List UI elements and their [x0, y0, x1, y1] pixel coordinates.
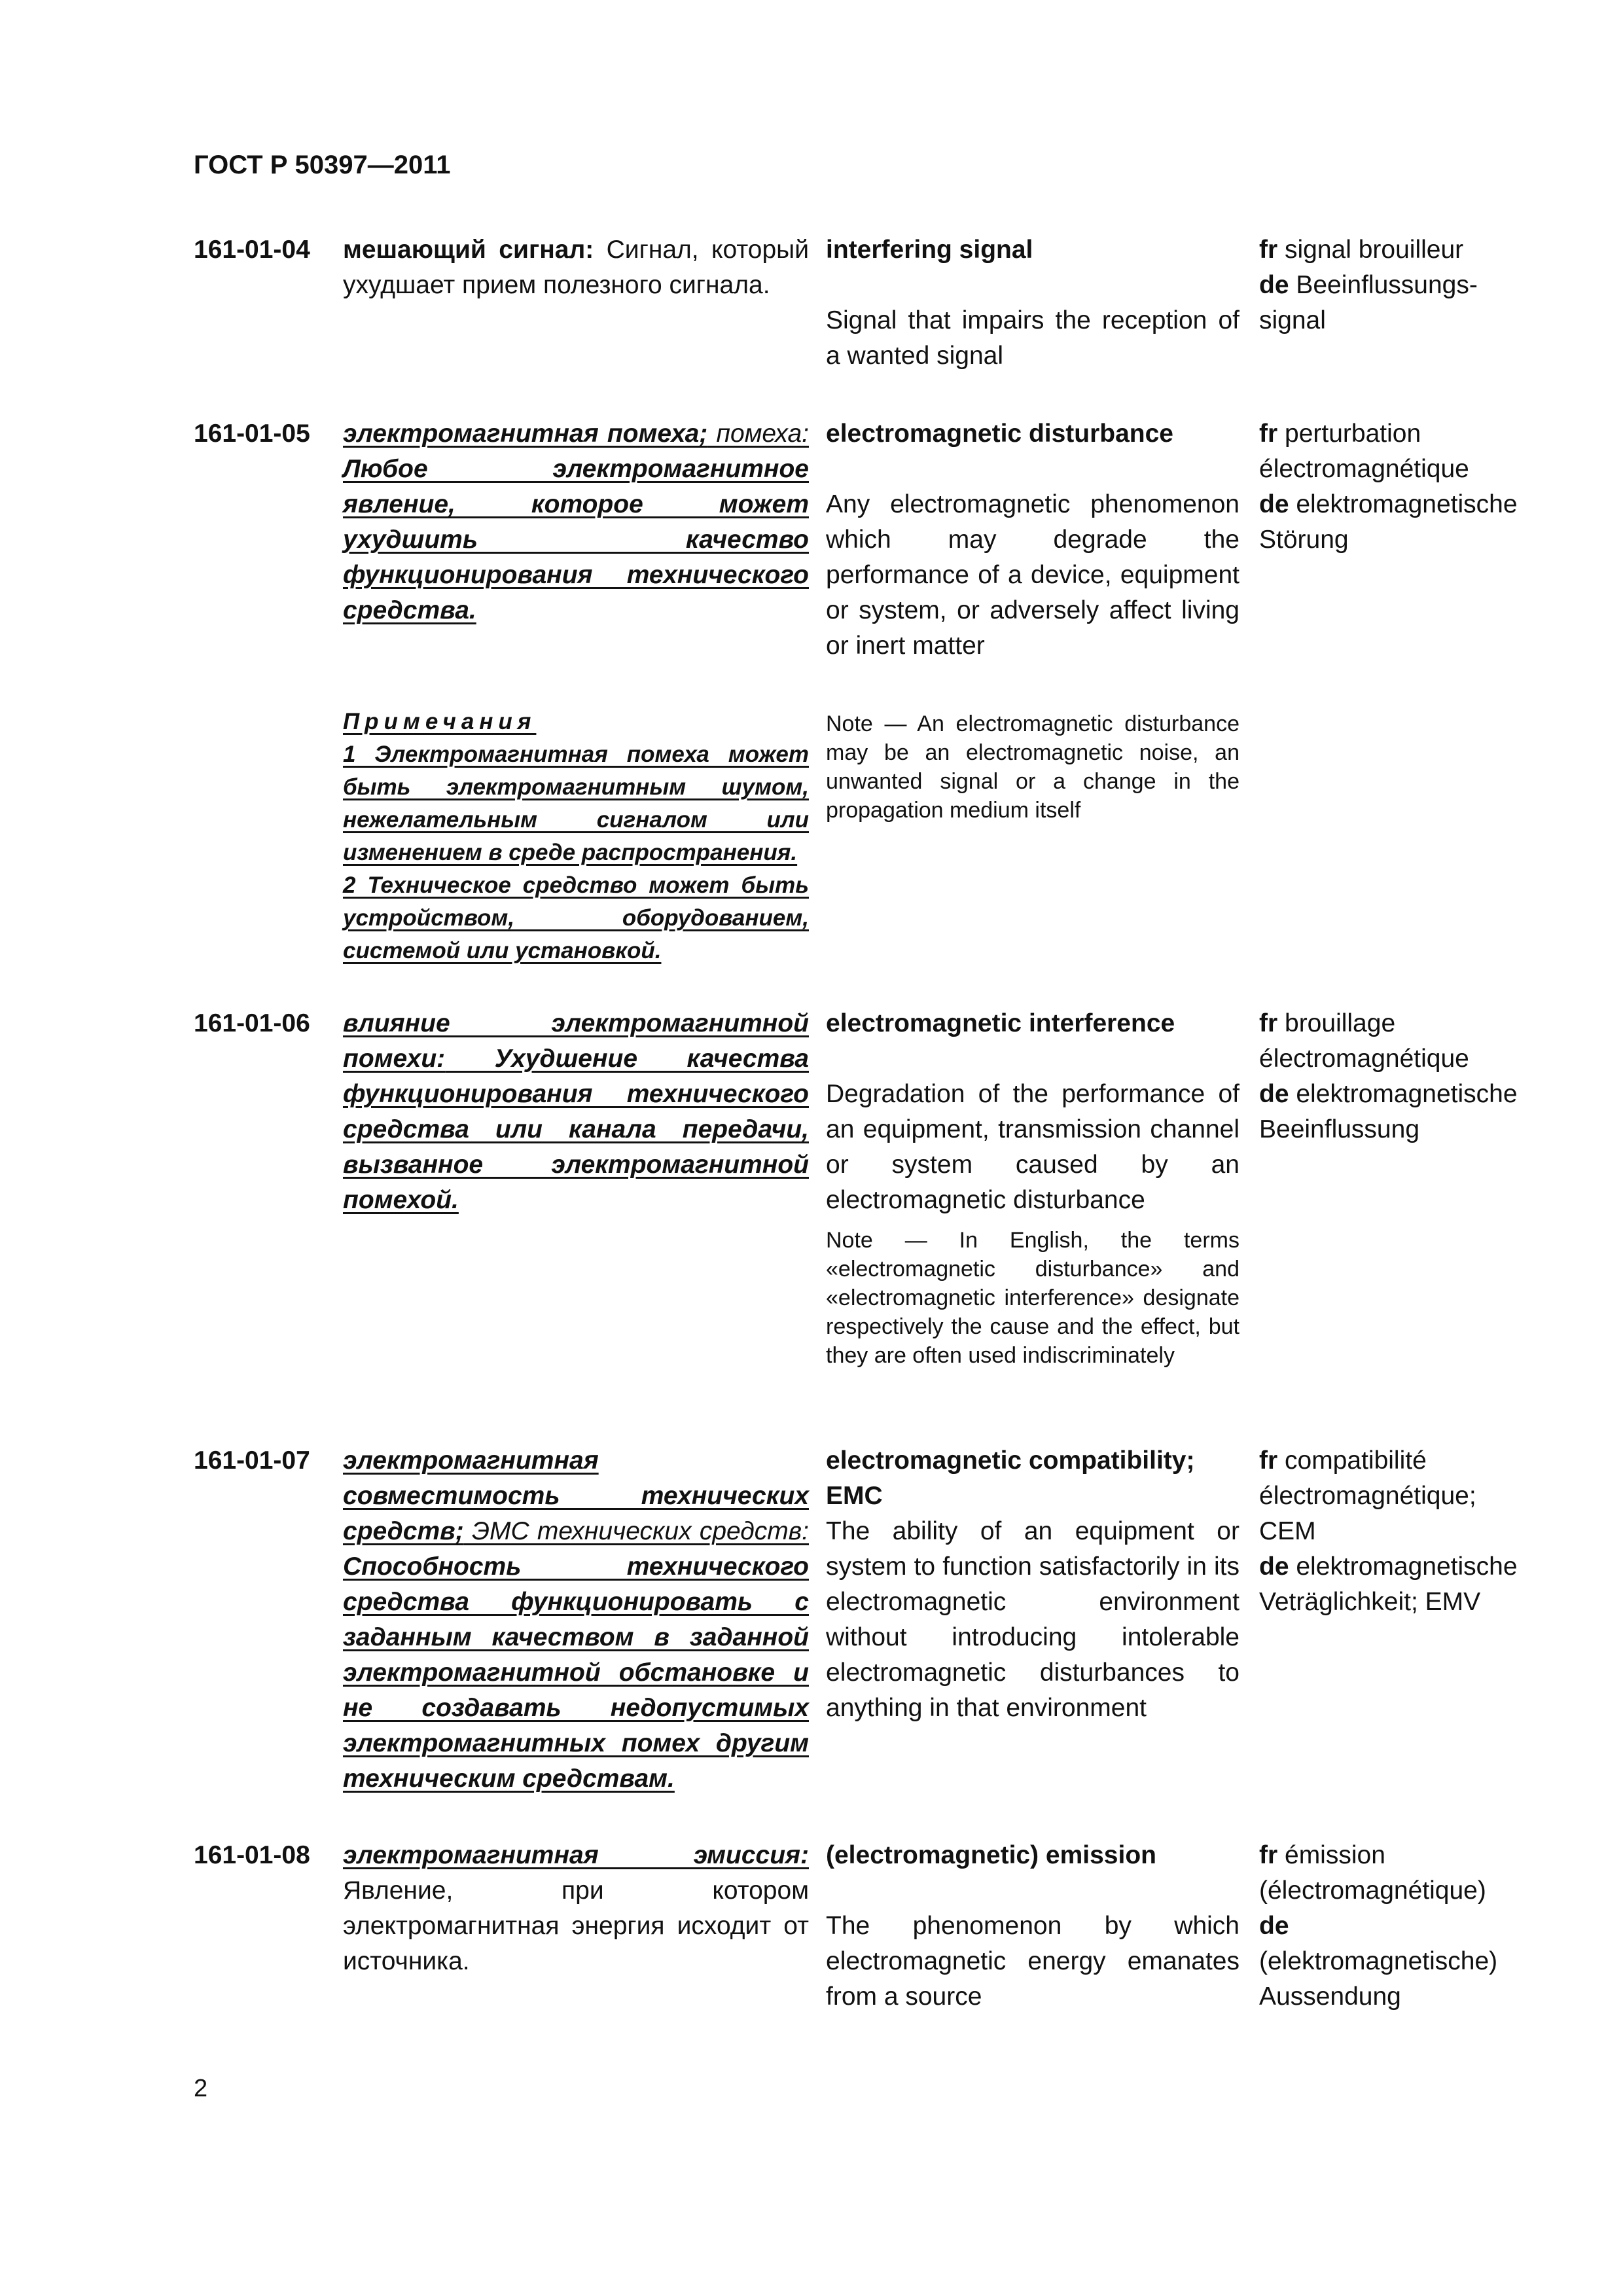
term-en-definition: The ability of an equipment or system to function satisfactorily in its electromagnetic environment without introducing intolerable electromagnetic disturbances to anything in that environment: [826, 1517, 1240, 1722]
term-en: [826, 416, 1240, 664]
term-de: (elektromagnetische) Aussendung: [1259, 1947, 1498, 2011]
term-en: [826, 1838, 1240, 2015]
term-number: 161-01-06: [194, 1009, 310, 1037]
term-en: [826, 232, 1240, 374]
term-ru: [343, 416, 809, 628]
term-en-definition: The phenomenon by which electromagnetic energy emanates from a source: [826, 1912, 1240, 2011]
term-en-name: (electromagnetic) emission: [826, 1841, 1156, 1869]
de-label: de: [1259, 490, 1289, 518]
term-number: 161-01-05: [194, 420, 310, 448]
term-fr-de: [1259, 1443, 1529, 1620]
term-fr: brouillage électromagnétique: [1259, 1009, 1469, 1073]
term-ru-name: мешающий сигнал:: [343, 236, 594, 264]
term-ru-name: электромагнитная помеха;: [343, 420, 708, 448]
term-fr: compatibilité électromagnétique; CEM: [1259, 1446, 1476, 1545]
document-header: ГОСТ Р 50397—2011: [194, 151, 451, 179]
fr-label: fr: [1259, 420, 1278, 448]
term-ru-name: влияние электромагнитной помехи:: [343, 1009, 809, 1073]
de-label: de: [1259, 271, 1289, 299]
de-label: de: [1259, 1080, 1289, 1108]
fr-label: fr: [1259, 1841, 1278, 1869]
term-en-name: electromagnetic interference: [826, 1009, 1175, 1037]
note-en: Note — In English, the terms «electromagnetic disturbance» and «electromagnetic interference» designate respectively the cause and the effect, but they are often used indiscriminately: [826, 1228, 1240, 1368]
term-fr-de: [1259, 1838, 1529, 2015]
term-number: 161-01-07: [194, 1446, 310, 1475]
term-fr: perturbation électromagnétique: [1259, 420, 1469, 483]
term-en: [826, 1443, 1240, 1726]
term-en-definition: Signal that impairs the reception of a wanted signal: [826, 306, 1240, 370]
term-en-definition: Degradation of the performance of an equipment, transmission channel or system caused by an electromagnetic disturbance: [826, 1080, 1240, 1214]
term-number: 161-01-08: [194, 1841, 310, 1869]
term-en-definition: Any electromagnetic phenomenon which may degrade the performance of a device, equipment or system, or adversely affect living or inert matter: [826, 490, 1240, 660]
term-ru-definition: Любое электромагнитное явление, которое может ухудшить качество функционирования технического средства.: [343, 455, 809, 624]
term-ru: [343, 1443, 809, 1797]
term-fr-de: [1259, 232, 1529, 338]
term-ru-definition: Ухудшение качества функционирования технического средства или канала передачи, вызванное электромагнитной помехой.: [343, 1045, 809, 1214]
note-en: Note — An electromagnetic disturbance may be an electromagnetic noise, an unwanted signal or a change in the propagation medium itself: [826, 711, 1240, 823]
note-ru: [343, 706, 809, 967]
term-ru-name: электромагнитная совместимость технических средств;: [343, 1446, 809, 1545]
term-ru: [343, 1006, 809, 1218]
term-de: elektromagnetische Störung: [1259, 490, 1518, 554]
term-en-name: interfering signal: [826, 236, 1033, 264]
term-en: [826, 1006, 1240, 1370]
term-de: elektromagnetische Beeinflussung: [1259, 1080, 1518, 1143]
de-label: de: [1259, 1552, 1289, 1581]
term-en-name: electromagnetic compatibility; EMC: [826, 1446, 1195, 1510]
term-fr: signal brouilleur: [1277, 236, 1464, 264]
term-fr-de: [1259, 416, 1529, 558]
term-number: 161-01-04: [194, 236, 310, 264]
fr-label: fr: [1259, 236, 1278, 264]
term-ru-synonym: ЭМС технических средств:: [463, 1517, 809, 1545]
note-ru-item-2: 2 Техническое средство может быть устройством, оборудованием, системой или установкой.: [343, 872, 809, 963]
term-en-name: electromagnetic disturbance: [826, 420, 1173, 448]
term-ru: [343, 232, 809, 303]
note-ru-title: Примечания: [343, 709, 537, 734]
term-ru-name: электромагнитная эмиссия:: [343, 1841, 809, 1869]
de-label: de: [1259, 1912, 1289, 1940]
term-ru-definition: Явление, при котором электромагнитная энергия исходит от источника.: [343, 1876, 809, 1975]
term-de: elektromagnetische Veträglichkeit; EMV: [1259, 1552, 1518, 1616]
term-fr-de: [1259, 1006, 1529, 1147]
term-ru: [343, 1838, 809, 1979]
fr-label: fr: [1259, 1009, 1278, 1037]
term-ru-synonym: помеха:: [707, 420, 809, 448]
note-ru-item-1: 1 Электромагнитная помеха может быть электромагнитным шумом, нежелательным сигналом или изменением в среде распространения.: [343, 742, 809, 865]
term-ru-definition: Сигнал, который ухудшает прием полезного сигнала.: [343, 236, 809, 299]
term-fr: émission (électromagnétique): [1259, 1841, 1486, 1905]
page-number: 2: [194, 2075, 208, 2102]
term-de: Beeinflussungs-signal: [1259, 271, 1478, 334]
term-ru-definition: Способность технического средства функционировать с заданным качеством в заданной электромагнитной обстановке и не создавать недопустимых электромагнитных помех другим техническим средствам.: [343, 1552, 809, 1793]
fr-label: fr: [1259, 1446, 1278, 1475]
